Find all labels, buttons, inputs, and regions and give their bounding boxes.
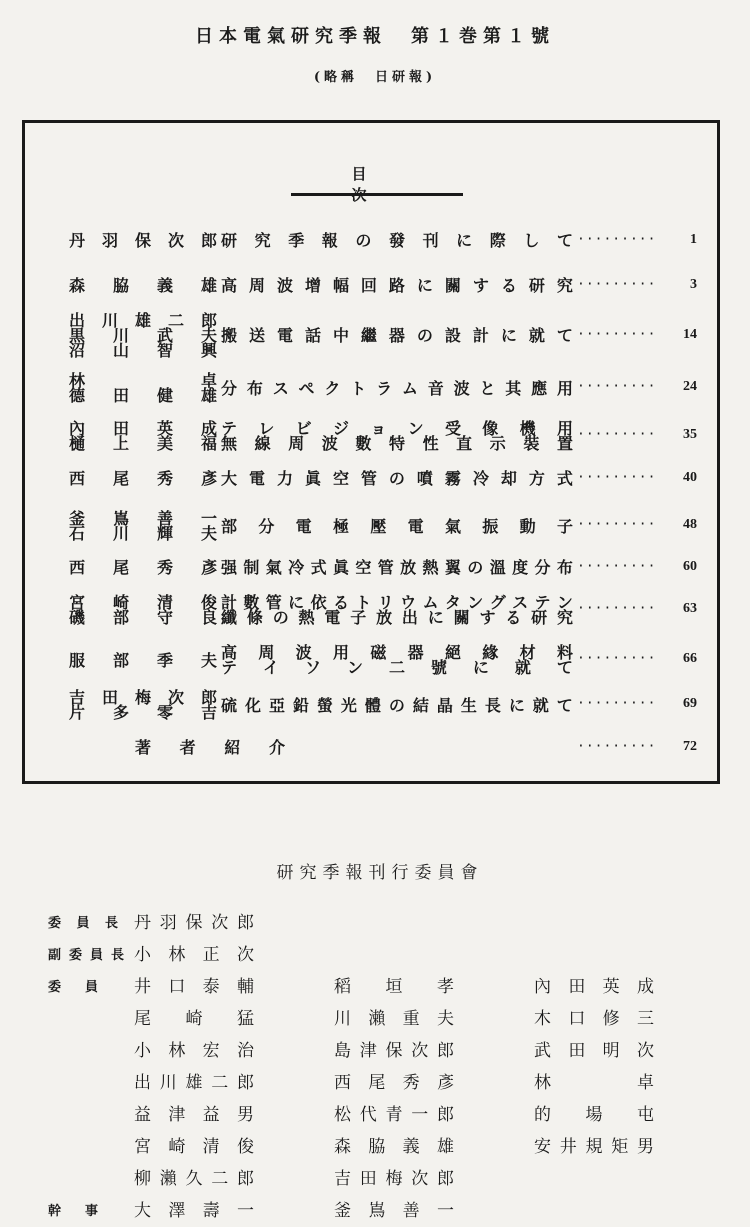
toc-authors <box>69 650 217 670</box>
toc-authors <box>69 471 217 486</box>
committee-member-name: 松 代 青 一 郎 <box>334 1105 454 1125</box>
committee-member-name: 川 瀨 重 夫 <box>334 1009 454 1029</box>
committee-member-name: 井 口 泰 輔 <box>134 977 254 997</box>
journal-title: 日本電氣研究季報 第１巻第１號 <box>195 26 555 47</box>
toc-title-line: 部 分 電 極 壓 電 氣 振 動 子 <box>221 516 573 536</box>
committee-member-name: 釜 嶌 善 一 <box>334 1201 454 1221</box>
toc-title-line: 分 布 ス ペ ク ト ラ ム 音 波 と 其 應 用 <box>221 378 573 398</box>
toc-title <box>221 695 573 715</box>
toc-authors <box>69 560 217 575</box>
toc-author-name: 內 田 英 成 <box>69 419 217 438</box>
toc-dot-leader: ········· <box>577 469 657 485</box>
journal-abbreviation: (略稱 日研報) <box>313 70 437 85</box>
committee-member-name: 柳 瀨 久 二 郎 <box>134 1169 254 1189</box>
toc-authors <box>69 421 217 451</box>
toc-authors <box>69 690 217 720</box>
toc-author-name: 吉 田 梅 次 郎 <box>69 688 217 707</box>
toc-page-number: 69 <box>683 696 697 711</box>
toc-title-line: 强 制 氣 冷 式 眞 空 管 放 熱 翼 の 溫 度 分 布 <box>221 558 573 577</box>
toc-title <box>221 378 573 398</box>
committee-member-name: 大 澤 壽 一 <box>134 1201 254 1221</box>
toc-dot-leader: ········· <box>577 379 657 394</box>
committee-role: 副 委 員 長 <box>48 948 124 963</box>
toc-author-name: 磯 部 守 良 <box>69 608 217 627</box>
committee-member-name: 尾 崎 猛 <box>134 1009 254 1029</box>
toc-authors <box>69 373 217 403</box>
toc-author-name: 黒 川 武 夫 <box>69 326 217 345</box>
toc-title <box>221 471 573 486</box>
committee-member-name: 益 津 益 男 <box>134 1105 254 1125</box>
toc-author-name: 釜 嶌 善 一 <box>69 509 217 528</box>
toc-author-name: 森 脇 義 雄 <box>69 276 217 295</box>
toc-dot-leader: ········· <box>577 326 657 342</box>
committee-member-name: 小 林 宏 治 <box>134 1041 254 1061</box>
toc-title <box>221 421 573 451</box>
toc-author-name: 丹 羽 保 次 郎 <box>69 231 217 250</box>
toc-author-name: 林 卓 <box>69 371 217 390</box>
toc-page-number: 24 <box>683 379 697 394</box>
toc-title <box>221 233 573 248</box>
toc-dot-leader: ········· <box>577 558 657 574</box>
toc-title <box>221 560 573 575</box>
toc-author-name: 德 田 健 雄 <box>69 386 217 405</box>
toc-author-name: 出 川 雄 二 郎 <box>69 311 217 330</box>
toc-author-name: 沼 山 智 興 <box>69 341 217 360</box>
toc-dot-leader: ········· <box>577 738 657 754</box>
toc-title-line: 高 周 波 用 磁 器 絕 緣 材 料 <box>221 643 573 662</box>
toc-dot-leader: ········· <box>577 696 657 711</box>
toc-title-line: 硫 化 亞 鉛 螢 光 體 の 結 晶 生 長 に 就 て <box>221 695 573 715</box>
toc-author-name: 宮 崎 清 俊 <box>69 593 217 612</box>
toc-title <box>135 740 285 755</box>
committee-member-name: 西 尾 秀 彥 <box>334 1073 454 1093</box>
toc-authors <box>69 233 217 248</box>
committee-title: 研究季報刊行委員會 <box>276 863 484 883</box>
toc-title-line: 研 究 季 報 の 發 刊 に 際 し て <box>221 231 573 250</box>
committee-member-name: 安 井 規 矩 男 <box>534 1137 654 1157</box>
toc-page-number: 66 <box>683 651 697 666</box>
committee-role: 幹 事 <box>48 1204 98 1219</box>
committee-member-name: 出 川 雄 二 郎 <box>134 1073 254 1093</box>
toc-title <box>221 516 573 536</box>
toc-title <box>221 278 573 293</box>
toc-author-name: 服 部 季 夫 <box>69 650 217 670</box>
toc-title-line: 大 電 力 眞 空 管 の 噴 霧 冷 却 方 式 <box>221 469 573 488</box>
toc-page-number: 60 <box>683 558 697 574</box>
toc-title-line: 無 線 周 波 數 特 性 直 示 裝 置 <box>221 434 573 453</box>
toc-title-line: 高 周 波 增 幅 回 路 に 關 す る 研 究 <box>221 276 573 295</box>
committee-member-name: 小 林 正 次 <box>134 945 254 965</box>
toc-author-name: 西 尾 秀 彥 <box>69 469 217 488</box>
toc-page-number: 40 <box>683 469 697 485</box>
toc-title <box>221 328 573 343</box>
toc-page-number: 63 <box>683 601 697 616</box>
toc-authors <box>69 511 217 541</box>
toc-page-number: 72 <box>683 738 697 754</box>
toc-title-line: テ イ ソ ン 二 號 に 就 て <box>221 658 573 677</box>
committee-role: 委 員 長 <box>48 916 118 931</box>
toc-page-number: 35 <box>683 427 697 442</box>
committee-member-name: 木 口 修 三 <box>534 1009 654 1029</box>
toc-author-name: 石 川 輝 夫 <box>69 524 217 543</box>
toc-title-line: テ レ ビ ジ ョ ン 受 像 機 用 <box>221 419 573 438</box>
toc-authors <box>69 313 217 358</box>
toc-author-name: 西 尾 秀 彥 <box>69 558 217 577</box>
toc-dot-leader: ········· <box>577 427 657 442</box>
committee-member-name: 吉 田 梅 次 郎 <box>334 1169 454 1189</box>
toc-dot-leader: ········· <box>577 601 657 616</box>
toc-title <box>221 645 573 675</box>
toc-heading-underline <box>291 193 463 196</box>
toc-author-name: 樋 上 美 福 <box>69 434 217 453</box>
committee-member-name: 島 津 保 次 郎 <box>334 1041 454 1061</box>
table-of-contents <box>22 120 720 784</box>
committee-role: 委 員 <box>48 980 98 995</box>
toc-dot-leader: ········· <box>577 231 657 247</box>
committee-member-name: 林 卓 <box>534 1073 654 1093</box>
toc-authors <box>69 278 217 293</box>
committee-member-name: 稻 垣 孝 <box>334 977 454 997</box>
committee-member-name: 的 場 屯 <box>534 1105 654 1125</box>
toc-title-line: 搬 送 電 話 中 繼 器 の 設 計 に 就 て <box>221 326 573 345</box>
toc-dot-leader: ········· <box>577 276 657 292</box>
committee-member-name: 森 脇 義 雄 <box>334 1137 454 1157</box>
toc-page-number: 14 <box>683 326 697 342</box>
toc-dot-leader: ········· <box>577 517 657 532</box>
toc-dot-leader: ········· <box>577 651 657 666</box>
toc-page-number: 48 <box>683 517 697 532</box>
toc-page-number: 3 <box>690 276 697 292</box>
toc-page-number: 1 <box>690 231 697 247</box>
committee-member-name: 內 田 英 成 <box>534 977 654 997</box>
toc-authors <box>69 595 217 625</box>
toc-title <box>221 595 573 625</box>
committee-member-name: 丹 羽 保 次 郎 <box>134 913 254 933</box>
committee-member-name: 宮 崎 清 俊 <box>134 1137 254 1157</box>
toc-title-line: 計 數 管 に 依 る ト リ ウ ム タ ン グ ス テ ン <box>221 593 573 612</box>
toc-title-line: 著 者 紹 介 <box>135 738 285 757</box>
toc-heading: 目 <box>351 165 439 183</box>
toc-title-line: 纖 條 の 熱 電 子 放 出 に 關 す る 研 究 <box>221 608 573 627</box>
committee-member-name: 武 田 明 次 <box>534 1041 654 1061</box>
toc-author-name: 片 多 零 吉 <box>69 703 217 722</box>
